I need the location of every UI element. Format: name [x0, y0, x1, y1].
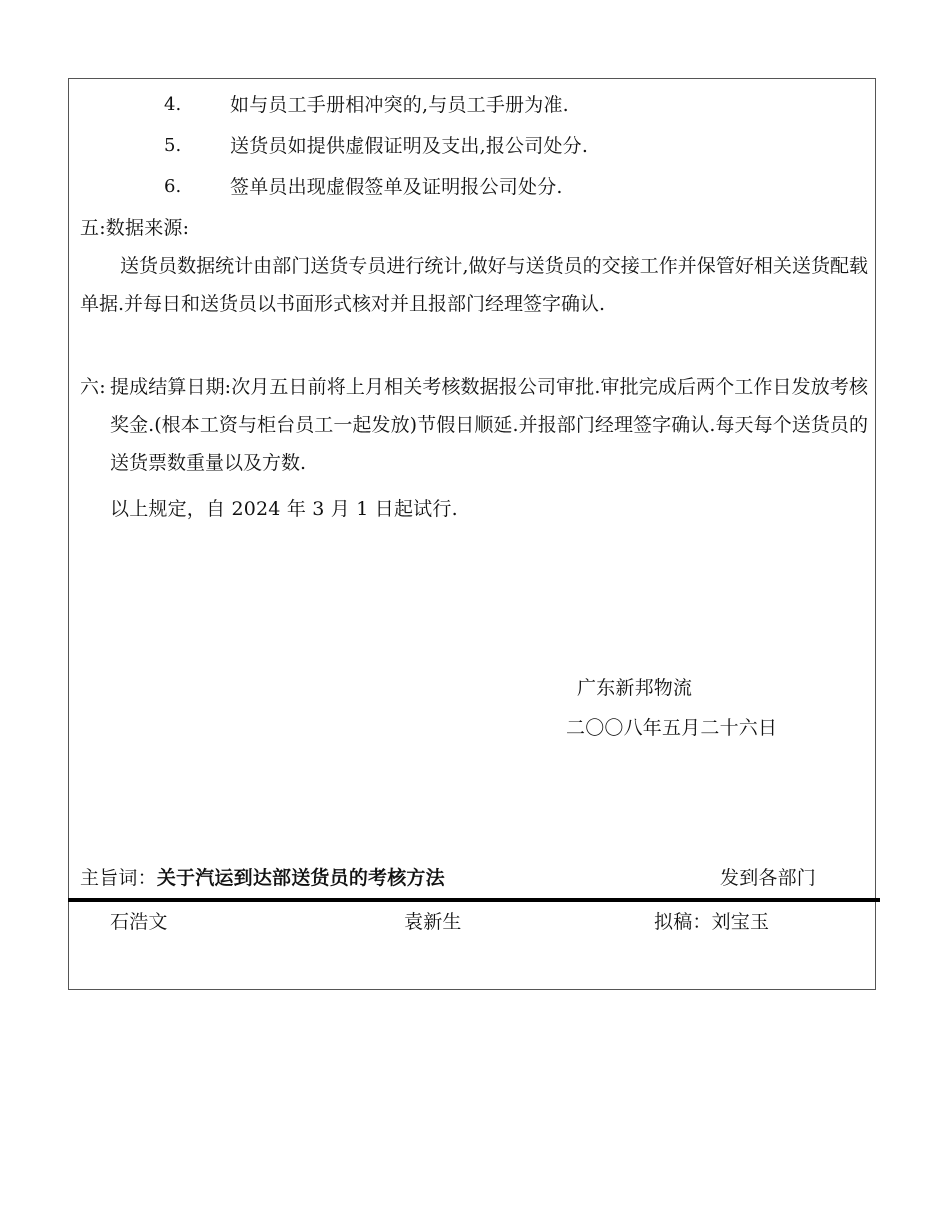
- section-5-body: 送货员数据统计由部门送货专员进行统计,做好与送货员的交接工作并保管好相关送货配载单据.并每日和送货员以书面形式核对并且报部门经理签字确认.: [80, 255, 868, 315]
- rule-text: 送货员如提供虚假证明及支出,报公司处分.: [230, 135, 589, 157]
- name-2: 袁新生: [404, 911, 462, 933]
- document-frame: [68, 78, 876, 990]
- divider-rule: [68, 898, 880, 902]
- section-6-prefix: 六:: [80, 376, 106, 398]
- rule-number: 5.: [164, 135, 182, 156]
- subject-label: 主旨词：: [80, 867, 157, 889]
- subject-line: [80, 866, 445, 890]
- subject-value: 关于汽运到达部送货员的考核方法: [156, 867, 445, 889]
- effective-date-note: 以上规定，自 2024 年 3 月 1 日起试行.: [110, 498, 458, 520]
- rule-number: 6.: [164, 176, 182, 197]
- rule-text: 如与员工手册相冲突的,与员工手册为准.: [230, 94, 569, 116]
- rule-text: 签单员出现虚假签单及证明报公司处分.: [230, 176, 563, 198]
- drafter: 拟稿：刘宝玉: [654, 911, 770, 933]
- section-6-body: 提成结算日期:次月五日前将上月相关考核数据报公司审批.审批完成后两个工作日发放考核奖金.(根本工资与柜台员工一起发放)节假日顺延.并报部门经理签字确认.每天每个送货员的送货票数重量以及方数.: [110, 376, 868, 474]
- distribution: 发到各部门: [720, 867, 817, 889]
- issuer-date: 二〇〇八年五月二十六日: [566, 717, 778, 739]
- rule-number: 4.: [164, 94, 182, 115]
- name-1: 石浩文: [110, 911, 168, 933]
- section-5-heading: 五:数据来源:: [80, 217, 190, 239]
- issuer-company: 广东新邦物流: [577, 677, 693, 699]
